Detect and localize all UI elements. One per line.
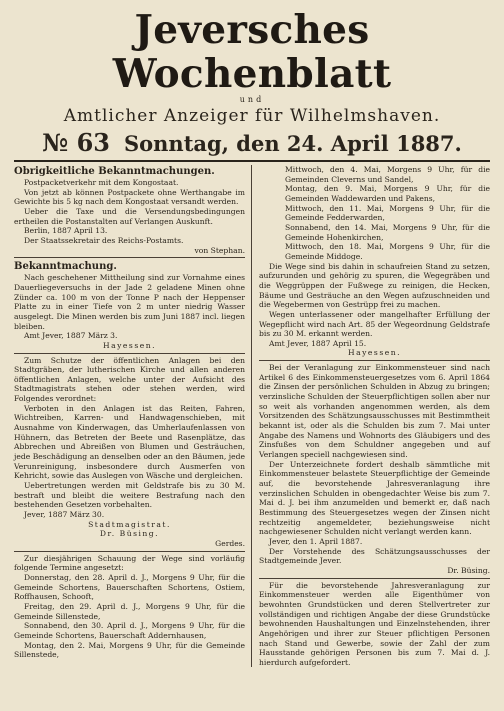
paragraph: Amt Jever, 1887 April 15. [269, 338, 367, 348]
paragraph: Jever, 1887 März 30. [24, 510, 105, 519]
paragraph: Ueber die Taxe und die Versendungsbedingungen ertheilen die Postanstalten auf Verlangen Auskunft. [14, 206, 245, 226]
dateline [14, 129, 490, 162]
column-divider [14, 257, 245, 258]
paragraph: Berlin, 1887 April 13. [24, 226, 108, 236]
paragraph: Amt Jever, 1887 März 3. [24, 331, 118, 341]
paragraph: Mittwoch, den 4. Mai, Morgens 9 Uhr, für die Gemeinden Cleverns und Sandel, [285, 165, 490, 184]
paragraph: Der Staatssekretair des Reichs-Postamts. [24, 235, 184, 245]
column-divider [14, 353, 245, 354]
masthead-subtitle: Amtlicher Anzeiger für Wilhelmshaven. [63, 106, 441, 126]
section-heading: Bekanntmachung. [14, 261, 117, 273]
issue-date: Sonntag, den 24. April 1887. [123, 131, 462, 156]
paragraph: Mittwoch, den 18. Mai, Morgens 9 Uhr, für die Gemeinde Middoge. [285, 242, 490, 261]
section-heading: Obrigkeitliche Bekanntmachungen. [14, 166, 215, 177]
paragraph: Bei der Veranlagung zur Einkommensteuer sind nach Artikel 6 des Einkommensteuergesetzes vom 6. April 1864 die Zinsen der persönlichen Schulden in Abzug zu bringen; verzinsliche Schulden der Steuerpflichtigen sollen aber nur so weit als vorhanden angenommen werden, als dem Vorsitzenden des Schätzungsausschusses mit Bestimmtheit bekannt ist, oder als die Schulden bis zum 7. Mai unter Angabe des Namens und Wohnorts des Gläubigers und des Zinsfußes von dem Schuldner angegeben und auf Verlangen speciell nachgewiesen sind. [259, 363, 490, 460]
paragraph: Für die bevorstehende Jahresveranlagung zur Einkommensteuer werden alle Eigenthümer von bewohnten Grundstücken und deren Stellvertreter zur vollständigen und richtigen Angabe der diese Grundstücke bewohnenden Haushaltungen und Einzelnstehenden, ihrer Angehörigen und ihrer zur Steuer pflichtigen Personen nach Stand und Gewerbe, sowie der Zahl der zum Hausstande gehörigen Personen bis zum 7. Mai d. J. hierdurch aufgefordert. [259, 580, 490, 667]
paragraph: Zum Schutze der öffentlichen Anlagen bei den Stadtgräben, der lutherischen Kirche und allen anderen öffentlichen Anlagen, welche unter der Aufsicht des Stadtmagistrats stehen oder stehen werden, wird Folgendes verordnet: [14, 355, 245, 404]
masthead-und: und [239, 95, 265, 104]
paragraph: Uebertretungen werden mit Geldstrafe bis zu 30 M. bestraft und bleibt die weitere Bestrafung nach den bestehenden Gesetzen vorbehalten. [14, 481, 245, 510]
signature: Dr. Büsing. [447, 565, 490, 575]
signature: Hayessen. [102, 340, 157, 350]
paragraph: Der Unterzeichnete fordert deshalb sämmtliche mit Einkommensteuer belastete Steuerpflichtige der Gemeinde auf, die bevorstehende Jahresveranlagung ihre verzinslichen Schulden in obengedachter Weise bis zum 7. Mai d. J. bei ihm anzumelden und bemerkt er, daß nach Bestimmung des Steuergesetzes wegen der Zinsen nicht rechtzeitig angemeldeter, beziehungsweise nicht nachgewiesener Schulden nicht verlangt werden kann. [259, 459, 490, 537]
paragraph: Zur diesjährigen Schauung der Wege sind vorläufig folgende Termine angesetzt: [14, 553, 245, 573]
paragraph: Montag, den 9. Mai, Morgens 9 Uhr, für die Gemeinden Waddewarden und Pakens, [285, 184, 490, 203]
paragraph: Donnerstag, den 28. April d. J., Morgens 9 Uhr, für die Gemeinde Schortens, Bauerschaften Schortens, Ostiem, Roffhausen, Schooft, [14, 572, 245, 602]
paragraph: Von jetzt ab können Postpackete ohne Werthangabe im Gewichte bis 5 kg nach dem Kongostaat versandt werden. [14, 187, 245, 207]
paragraph: Verboten in den Anlagen ist das Reiten, Fahren, Wichtreiben, Karren- und Handwagenschieben, mit Ausnahme von Kinderwagen, das Umherlaufenlassen von Hühnern, das Betreten der Beete und Rasenplätze, das Abbrechen und Abreißen von Blumen und Gesträuchen, jede Beschädigung an denselben oder an den Bäumen, jede Verunreinigung, insbesondere durch Ausmerfen von Kehricht, sowie das Auslegen von Wäsche und dergleichen. [14, 403, 245, 481]
issue-number: № 63 [42, 128, 110, 157]
column-divider [14, 551, 245, 552]
masthead-title: Jeversches Wochenblatt [112, 7, 392, 97]
paragraph: Die Wege sind bis dahin in schaufreien Stand zu setzen, aufzurunden und gehörig zu spuren, die Wegegräben und die Weggrüppen der Fußwege zu reinigen, die Hecken, Bäume und Gesträuche an den Wegen aufzuschneiden und die Wegebermen von Gestrüpp frei zu machen. [259, 261, 490, 310]
paragraph: Montag, den 2. Mai, Morgens 9 Uhr, für die Gemeinde Sillenstede, [14, 640, 245, 660]
paragraph: Postpacketverkehr mit dem Kongostaat. [24, 178, 179, 187]
signature: Hayessen. [347, 348, 402, 358]
right-column [252, 165, 490, 667]
signature: von Stephan. [194, 245, 245, 255]
paragraph: Sonnabend, den 14. Mai, Morgens 9 Uhr, für die Gemeinde Hohenkirchen, [285, 222, 490, 242]
columns [14, 165, 490, 667]
left-column [14, 165, 252, 667]
paragraph: Wegen unterlassener oder mangelhafter Erfüllung der Wegepflicht wird nach Art. 85 der Wegeordnung Geldstrafe bis zu 30 M. erkannt werden. [259, 309, 490, 339]
paragraph: Mittwoch, den 11. Mai, Morgens 9 Uhr, für die Gemeinde Fedderwarden, [285, 203, 490, 223]
paragraph: Der Vorstehende des Schätzungsausschusses der Stadtgemeinde Jever. [259, 546, 490, 566]
signature: Dr. Büsing. [99, 529, 160, 539]
column-divider [259, 578, 490, 579]
paragraph: Nach geschehener Mittheilung sind zur Vornahme eines Dauerliegeversuchs in der Jade 2 geladene Minen ohne Zünder ca. 100 m von der Tonne P nach der Heppenser Platte zu in einer Tiefe von 2 m unter niedrig Wasser ausgelegt. Die Minen werden bis zum Juni 1887 incl. liegen bleiben. [14, 273, 245, 331]
signature: Gerdes. [215, 538, 245, 548]
paragraph: Jever, den 1. April 1887. [269, 536, 363, 546]
signature: Stadtmagistrat. [88, 519, 171, 529]
paragraph: Sonnabend, den 30. April d. J., Morgens 9 Uhr, für die Gemeinde Schortens, Bauerschaft Addernhausen, [14, 621, 245, 640]
paragraph: Freitag, den 29. April d. J., Morgens 9 Uhr, für die Gemeinde Sillenstede, [14, 601, 245, 621]
column-divider [259, 360, 490, 361]
